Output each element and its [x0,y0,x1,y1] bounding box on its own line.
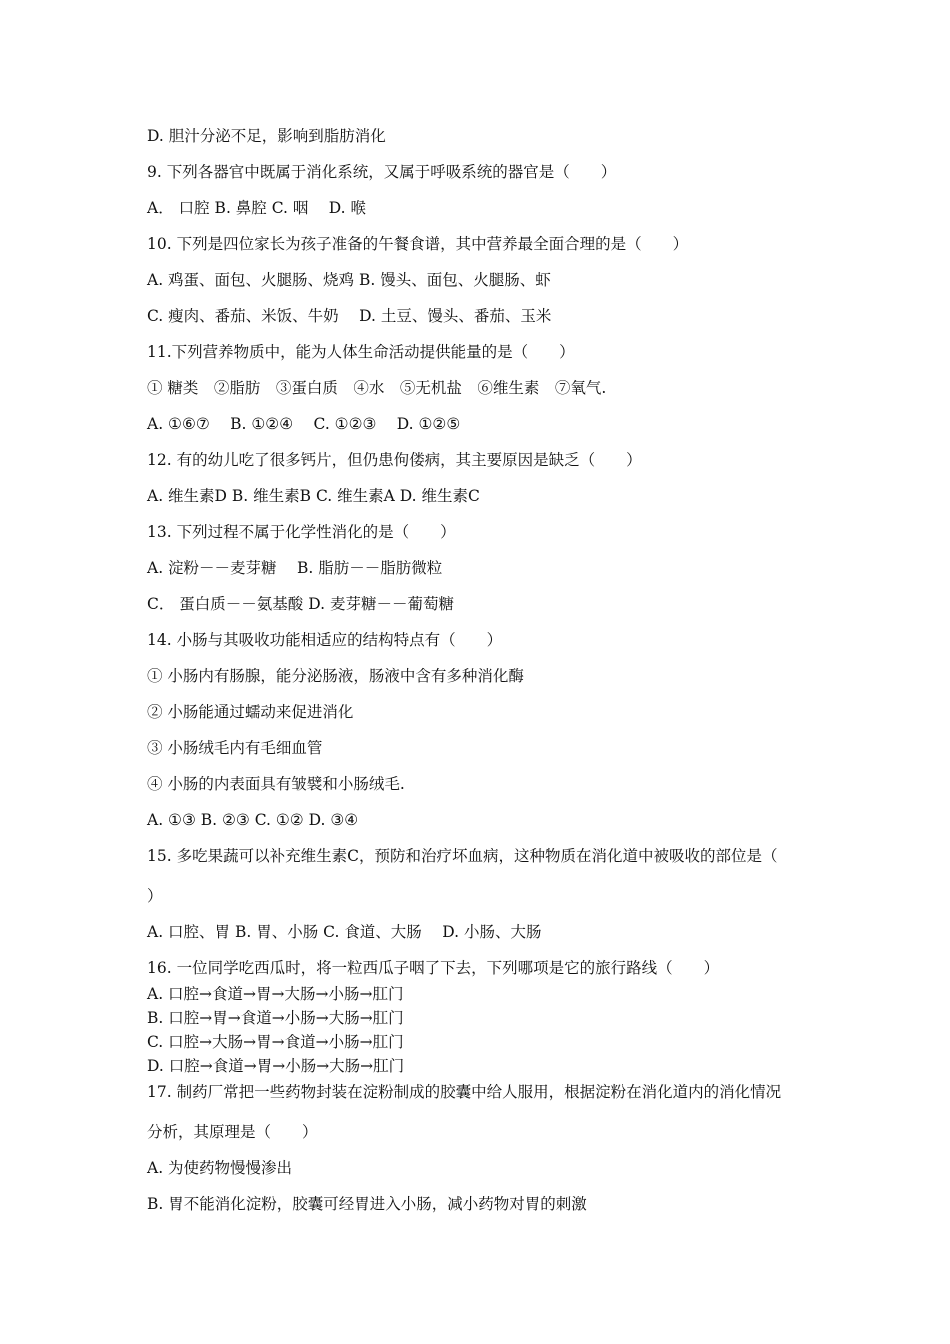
question-14: 14. 小肠与其吸收功能相适应的结构特点有（ ） [147,631,503,649]
question-11-items: ① 糖类 ②脂肪 ③蛋白质 ④水 ⑤无机盐 ⑥维生素 ⑦氧气. [147,379,607,397]
question-11: 11.下列营养物质中，能为人体生命活动提供能量的是（ ） [147,343,575,361]
question-17-option-b: B. 胃不能消化淀粉，胶囊可经胃进入小肠，减小药物对胃的刺激 [147,1195,587,1213]
question-13: 13. 下列过程不属于化学性消化的是（ ） [147,523,456,541]
text-line: D. 胆汁分泌不足，影响到脂肪消化 [147,127,386,145]
question-11-options: A. ①⑥⑦ B. ①②④ C. ①②③ D. ①②⑤ [147,415,461,433]
question-9: 9. 下列各器官中既属于消化系统，又属于呼吸系统的器官是（ ） [147,163,617,181]
question-15-options: A. 口腔、胃 B. 胃、小肠 C. 食道、大肠 D. 小肠、大肠 [147,923,542,941]
question-17-option-a: A. 为使药物慢慢渗出 [147,1159,293,1177]
question-12-options: A. 维生素D B. 维生素B C. 维生素A D. 维生素C [147,487,480,505]
question-9-options: A． 口腔 B. 鼻腔 C. 咽 D. 喉 [147,199,367,217]
question-16-option-c: C. 口腔→大肠→胃→食道→小肠→肛门 [147,1033,404,1051]
question-16-option-d: D. 口腔→食道→胃→小肠→大肠→肛门 [147,1057,405,1075]
question-10-options-ab: A. 鸡蛋、面包、火腿肠、烧鸡 B. 馒头、面包、火腿肠、虾 [147,271,551,289]
question-10: 10. 下列是四位家长为孩子准备的午餐食谱，其中营养最全面合理的是（ ） [147,235,689,253]
question-17-continued: 分析，其原理是（ ） [147,1123,318,1141]
question-16: 16. 一位同学吃西瓜时，将一粒西瓜子咽了下去，下列哪项是它的旅行路线（ ） [147,959,720,977]
question-17: 17. 制药厂常把一些药物封装在淀粉制成的胶囊中给人服用，根据淀粉在消化道内的消化情况 [147,1083,782,1101]
question-16-option-b: B. 口腔→胃→食道→小肠→大肠→肛门 [147,1009,404,1027]
question-14-options: A. ①③ B. ②③ C. ①② D. ③④ [147,811,359,829]
question-15-continued: ） [147,887,163,905]
question-13-options-ab: A. 淀粉－－麦芽糖 B. 脂肪－－脂肪微粒 [147,559,443,577]
question-14-item-3: ③ 小肠绒毛内有毛细血管 [147,739,323,757]
question-15: 15. 多吃果蔬可以补充维生素C，预防和治疗坏血病，这种物质在消化道中被吸收的部位是（ [147,847,778,865]
question-14-item-1: ① 小肠内有肠腺，能分泌肠液，肠液中含有多种消化酶 [147,667,524,685]
question-10-options-cd: C. 瘦肉、番茄、米饭、牛奶 D. 土豆、馒头、番茄、玉米 [147,307,552,325]
question-14-item-2: ② 小肠能通过蠕动来促进消化 [147,703,354,721]
question-12: 12. 有的幼儿吃了很多钙片，但仍患佝偻病，其主要原因是缺乏（ ） [147,451,642,469]
question-16-option-a: A. 口腔→食道→胃→大肠→小肠→肛门 [147,985,404,1003]
question-13-options-cd: C． 蛋白质－－氨基酸 D. 麦芽糖－－葡萄糖 [147,595,454,613]
question-14-item-4: ④ 小肠的内表面具有皱襞和小肠绒毛. [147,775,405,793]
